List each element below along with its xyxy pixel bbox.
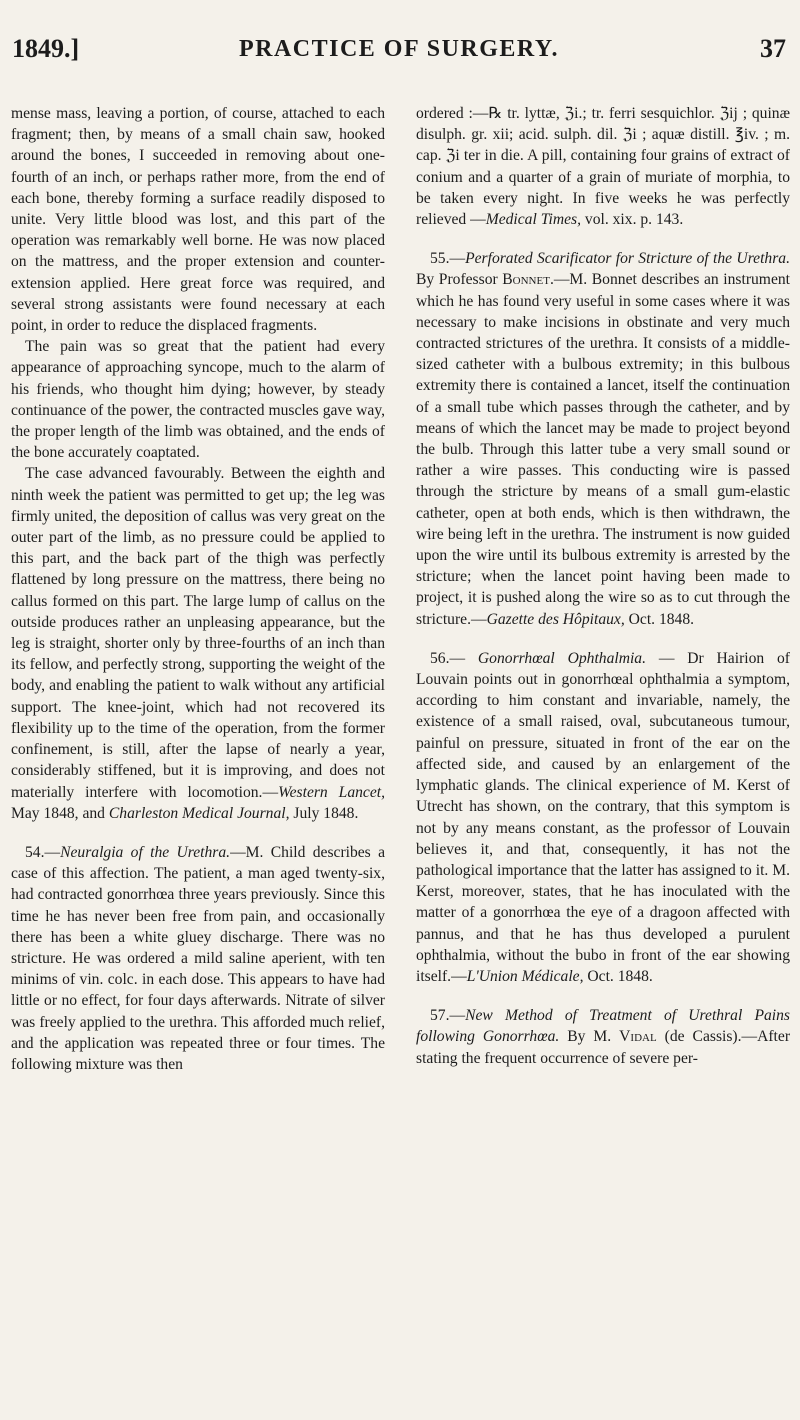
section-number: 57.—	[430, 1007, 466, 1025]
paragraph: The pain was so great that the patient had every appearance of approaching syncope, much to the alarm of his friends, who thought him dying; however, by steady continuance of the power, the contracted muscles gave way, the proper length of the limb was obtained, and the ends of the bone accurately coaptated.	[11, 338, 385, 462]
paragraph: mense mass, leaving a portion, of course, attached to each fragment; then, by means of a small chain saw, hooked around the bones, I succeeded in removing about one-fourth of an inch, or perhaps rather more, from the end of each bone, thereby forming a surface readily disposed to unite. Very little blood was lost, and this part of the operation was remarkably well borne. He was now placed on the mattress, and the proper extension and counter-extension applied. Here great force was required, and several strong assistants were found necessary at each point, in order to reduce the displaced fragments.	[11, 105, 385, 335]
source-citation: Western Lancet,	[278, 783, 385, 801]
paragraph: ordered :—℞ tr. lyttæ, ℨi.; tr. ferri sesquichlor. ℨij ; quinæ disulph. gr. xii; acid. sulph. dil. ℨi ; aquæ distill. ℥iv. ; m. cap. ℨi ter in die. A pill, containing four grains of extract of conium and a quarter of a grain of muriate of morphia, to be taken every night. In five weeks he was perfectly relieved —Medical Times, vol. xix. p. 143.	[416, 105, 790, 229]
paragraph: The case advanced favourably. Between the eighth and ninth week the patient was permitted to get up; the leg was firmly united, the deposition of callus was very great on the outer part of the limb, as no pressure could be applied to this part, and the back part of the thigh was perfectly flattened by long pressure on the mattress, there being no callus formed on this part. The large lump of callus on the outside produces rather an unpleasing appearance, but the leg is straight, shorter only by three-fourths of an inch than its fellow, and perfectly strong, supporting the weight of the body, and enabling the patient to walk without any artificial support. The knee-joint, which had not recovered its flexibility up to the time of the operation, from the former confinement, is still, after the lapse of nearly a year, considerably stiffened, but it is improving, and does not materially interfere with locomotion.—Western Lancet, May 1848, and Charleston Medical Journal, July 1848.	[11, 465, 385, 822]
section-56: 56.— Gonorrhœal Ophthalmia. — Dr Hairion of Louvain points out in gonorrhœal ophthalmia a symptom, according to him constant and invariable, namely, the existence of a small raised, oval, subcutaneous tumour, painful on pressure, situated in front of the ear on the affected side, and caused by an enlargement of the lymphatic glands. The clinical experience of M. Kerst of Utrecht has shown, on the contrary, that this symptom is not by any means constant, as the professor of Louvain believes it, and that, consequently, it has not the pathological importance that the latter has assigned to it. M. Kerst, moreover, states, that he has inoculated with the matter of a gonorrhœa the eye of a dragoon affected with pannus, and that he has thus developed a purulent ophthalmia, without the bubo in front of the ear showing itself.—L'Union Médicale, Oct. 1848.	[416, 649, 791, 985]
section-number: 55.—	[430, 250, 466, 268]
section-55: 55.—Perforated Scarificator for Stricture of the Urethra. By Professor Bonnet.—M. Bonnet describes an instrument which he has found very useful in some cases where it was necessary to make incisions in obstinate and very much contracted strictures of the urethra. It consists of a middle-sized catheter with a bulbous extremity; in this bulbous extremity there is contained a lancet, itself the continuation of a small tube which passes through the catheter, and by means of which the lancet may be made to project beyond the bulb. Through this latter tube a very small sound or rather a wire passes. This conducting wire is passed through the stricture by means of a small gum-elastic catheter, open at both ends, which is then withdrawn, the wire being left in the urethra. The instrument is now guided upon the wire until its bulbous extremity is arrested by the stricture; when the lancet point having been made to project, it is pushed along the wire so as to cut through the stricture.—Gazette des Hôpitaux, Oct. 1848.	[416, 250, 790, 628]
section-number: 56.—	[430, 649, 478, 667]
page-number: 37	[760, 34, 786, 63]
running-head	[12, 34, 786, 74]
section-57: 57.—New Method of Treatment of Urethral Pains following Gonorrhœa. By M. Vidal (de Cassis).—After stating the frequent occurrence of severe per-	[416, 1007, 791, 1067]
author-name: Bonnet	[502, 271, 550, 289]
section-title: Perforated Scarificator for Stricture of the Urethra.	[465, 250, 790, 268]
source-citation: L'Union Médicale,	[466, 967, 584, 985]
header-year: 1849.]	[12, 34, 80, 63]
source-citation: Charleston Medical Journal,	[108, 804, 290, 822]
section-number: 54.—	[25, 843, 61, 861]
section-title: New Method of Treatment of Urethral Pains following Gonorrhœa.	[416, 1007, 790, 1046]
header-title: PRACTICE OF SURGERY.	[238, 36, 560, 62]
section-title: Gonorrhœal Ophthalmia.	[477, 649, 646, 667]
source-citation: Gazette des Hôpitaux,	[486, 610, 625, 628]
left-column	[11, 103, 385, 1075]
author-name: Vidal	[619, 1028, 657, 1046]
section-54: 54.—Neuralgia of the Urethra.—M. Child describes a case of this affection. The patient, a man aged twenty-six, had contracted gonorrhœa three years previously. Since this time he has never been free from pain, and occasionally there has been a white gluey discharge. There was no stricture. He was ordered a mild saline aperient, with ten minims of vin. colc. in each dose. This appears to have had little or no effect, for four days afterwards. Nitrate of silver was freely applied to the urethra. This afforded much relief, and the application was repeated three or four times. The following mixture was then	[11, 843, 385, 1073]
section-title: Neuralgia of the Urethra.	[60, 843, 231, 861]
right-column	[416, 103, 790, 1069]
source-citation: Medical Times,	[485, 211, 582, 229]
